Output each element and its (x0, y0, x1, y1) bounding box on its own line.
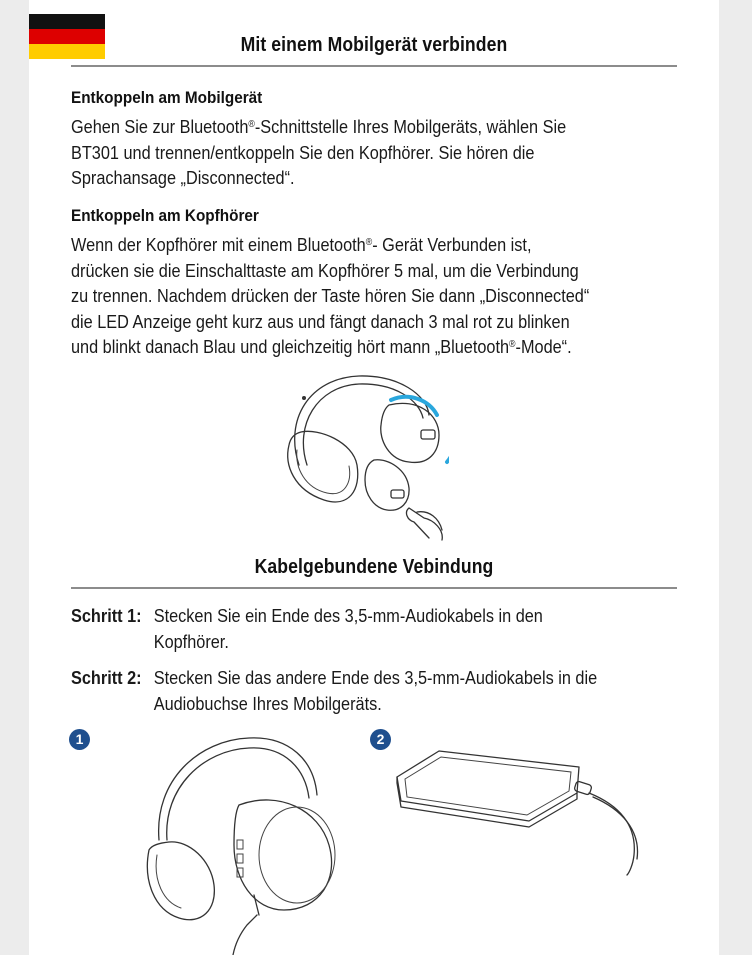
flag-stripe-gold (29, 44, 105, 59)
step-1 (71, 603, 678, 654)
flag-stripe-red (29, 29, 105, 44)
step-2 (71, 665, 678, 716)
para-line: und blinkt danach Blau und gleichzeitig hört mann „Bluetooth®-Mode“. (71, 336, 572, 357)
step-text-line: Stecken Sie ein Ende des 3,5-mm-Audiokabels in den (153, 605, 543, 626)
step-text-line: Audiobuchse Ihres Mobilgeräts. (153, 692, 382, 714)
step-text-line: Kopfhörer. (153, 630, 229, 652)
step-text-line: Stecken Sie das andere Ende des 3,5-mm-Audiokabels in die (153, 667, 598, 688)
section-title-wired: Kabelgebundene Vebindung (254, 556, 494, 578)
manual-page (29, 0, 719, 955)
headphone-press-button-illustration (279, 370, 449, 545)
step-label: Schritt 1: (71, 605, 142, 626)
subheading-unpair-headphone: Entkoppeln am Kopfhörer (71, 206, 259, 225)
subheading-unpair-mobile: Entkoppeln am Mobilgerät (71, 88, 263, 107)
german-flag-icon (29, 14, 105, 59)
para-line: drücken sie die Einschalttaste am Kopfhörer 5 mal, um die Verbindung (71, 259, 579, 281)
paragraph-unpair-mobile (71, 114, 652, 191)
para-line: Wenn der Kopfhörer mit einem Bluetooth®- Gerät Verbunden ist, (71, 234, 532, 255)
para-line: zu trennen. Nachdem drücken der Taste hören Sie dann „Disconnected“ (71, 285, 590, 306)
para-line: Sprachansage „Disconnected“. (71, 167, 295, 188)
section-rule (71, 65, 677, 67)
headphone-cable-illustration (129, 730, 359, 955)
section-title-mobile: Mit einem Mobilgerät verbinden (240, 34, 508, 56)
para-line: BT301 und trennen/entkoppeln Sie den Kopfhörer. Sie hören die (71, 141, 535, 163)
para-line: die LED Anzeige geht kurz aus und fängt danach 3 mal rot zu blinken (71, 310, 570, 332)
para-line: Gehen Sie zur Bluetooth®-Schnittstelle Ihres Mobilgeräts, wählen Sie (71, 116, 567, 137)
flag-stripe-black (29, 14, 105, 29)
figure-badge-1: 1 (69, 729, 90, 750)
phone-cable-illustration (389, 745, 649, 885)
section-rule (71, 587, 677, 589)
step-label: Schritt 2: (71, 667, 142, 688)
figure-badge-2: 2 (370, 729, 391, 750)
paragraph-unpair-headphone (71, 232, 652, 360)
